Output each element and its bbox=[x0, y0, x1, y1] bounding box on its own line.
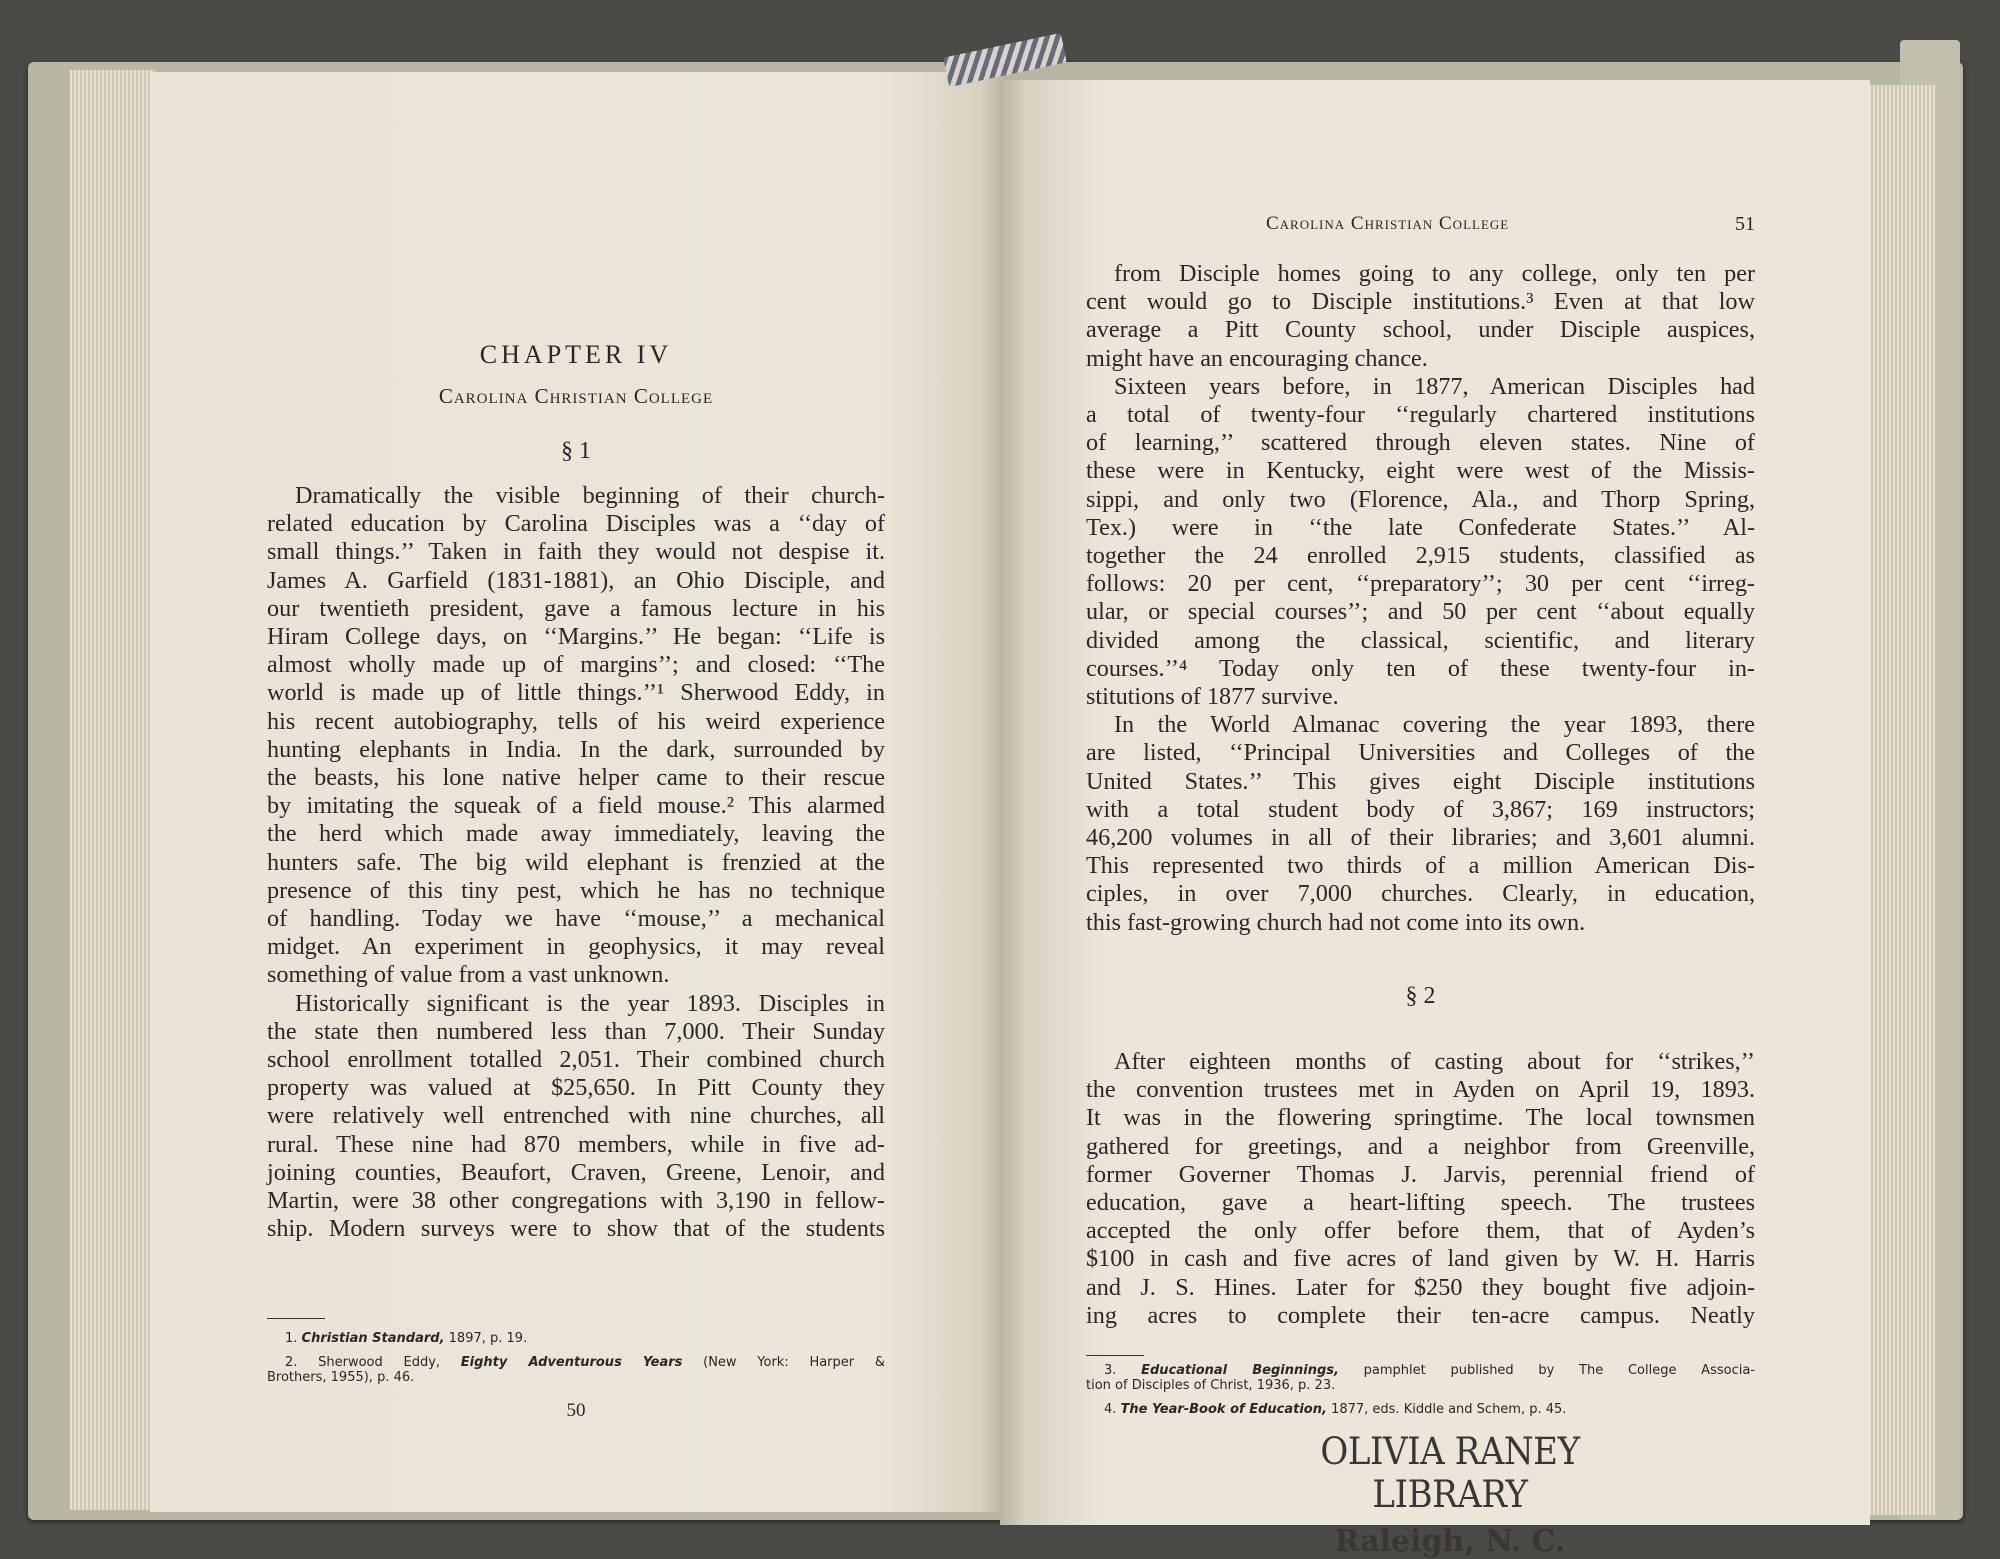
library-stamp-name: OLIVIA RANEY LIBRARY bbox=[1320, 1430, 1580, 1516]
text-line: from Disciple homes going to any college, only ten per bbox=[1114, 260, 1755, 287]
text-line: these were in Kentucky, eight were west of the Missis- bbox=[1086, 457, 1755, 485]
text-line: the beasts, his lone native helper came to their rescue bbox=[267, 764, 885, 792]
text-line: Sixteen years before, in 1877, American Disciples had bbox=[1114, 372, 1755, 400]
footnote-text: Brothers, 1955), p. 46. bbox=[267, 1370, 415, 1385]
text-line: Dramatically the visible beginning of their church- bbox=[295, 482, 885, 509]
text-line: cent would go to Disciple institutions.³ Even at that low bbox=[1086, 288, 1755, 316]
text-line: average a Pitt County school, under Disciple auspices, bbox=[1086, 316, 1755, 344]
text-line: the state then numbered less than 7,000. Their Sunday bbox=[267, 1017, 885, 1045]
footnote-text: 1897, p. 19. bbox=[448, 1331, 528, 1346]
footnote-title: The Year-Book of Education, bbox=[1120, 1402, 1327, 1417]
right-body-text-2 bbox=[1086, 1048, 1755, 1330]
text-line: This represented two thirds of a million American Dis- bbox=[1086, 852, 1755, 880]
footnote-title: Educational Beginnings, bbox=[1141, 1363, 1339, 1378]
left-body-text bbox=[267, 482, 885, 1243]
text-line: his recent autobiography, tells of his weird experience bbox=[267, 707, 885, 735]
text-line: of handling. Today we have ‘‘mouse,’’ a mechanical bbox=[267, 905, 885, 933]
text-line: might have an encouraging chance. bbox=[1086, 344, 1428, 372]
footnote-title: Christian Standard, bbox=[301, 1331, 445, 1346]
text-line: a total of twenty-four ‘‘regularly chartered institutions bbox=[1086, 401, 1755, 429]
paragraph bbox=[1086, 711, 1755, 937]
footnote-number: 3. bbox=[1104, 1363, 1117, 1378]
text-line: by imitating the squeak of a field mouse.² This alarmed bbox=[267, 792, 885, 820]
section-mark-1: § 1 bbox=[561, 438, 591, 464]
footnote-text: (New York: Harper & bbox=[703, 1355, 885, 1370]
text-line: stitutions of 1877 survive. bbox=[1086, 683, 1339, 711]
text-line: education, gave a heart-lifting speech. The trustees bbox=[1086, 1189, 1755, 1217]
text-line: Hiram College days, on ‘‘Margins.’’ He began: ‘‘Life is bbox=[267, 623, 885, 651]
text-line: something of value from a vast unknown. bbox=[267, 961, 670, 989]
right-page bbox=[1000, 80, 1870, 1525]
text-line: and J. S. Hines. Later for $250 they bought five adjoin- bbox=[1086, 1273, 1755, 1301]
paragraph bbox=[1086, 373, 1755, 711]
text-line: follows: 20 per cent, ‘‘preparatory’’; 30 per cent ‘‘irreg- bbox=[1086, 570, 1755, 598]
footnote-number: 4. bbox=[1104, 1402, 1117, 1417]
text-line: together the 24 enrolled 2,915 students, classified as bbox=[1086, 542, 1755, 570]
text-line: sippi, and only two (Florence, Ala., and Thorp Spring, bbox=[1086, 485, 1755, 513]
running-head bbox=[1086, 213, 1755, 243]
text-line: small things.’’ Taken in faith they would not despise it. bbox=[267, 538, 885, 566]
footnote-2 bbox=[267, 1355, 885, 1385]
left-page bbox=[150, 72, 1005, 1512]
chapter-heading: CHAPTER IV bbox=[479, 340, 673, 369]
text-line: our twentieth president, gave a famous lecture in his bbox=[267, 594, 885, 622]
footnote-author: Sherwood Eddy, bbox=[318, 1355, 441, 1370]
text-line: courses.’’⁴ Today only ten of these twenty-four in- bbox=[1086, 654, 1755, 682]
text-line: school enrollment totalled 2,051. Their combined church bbox=[267, 1046, 885, 1074]
footnote-text: tion of Disciples of Christ, 1936, p. 23. bbox=[1086, 1378, 1336, 1393]
text-line: midget. An experiment in geophysics, it may reveal bbox=[267, 933, 885, 961]
left-page-edges bbox=[70, 70, 155, 1510]
text-line: In the World Almanac covering the year 1893, there bbox=[1114, 711, 1755, 739]
text-line: joining counties, Beaufort, Craven, Greene, Lenoir, and bbox=[267, 1158, 885, 1186]
text-line: Tex.) were in ‘‘the late Confederate States.’’ Al- bbox=[1086, 513, 1755, 541]
text-line: with a total student body of 3,867; 169 instructors; bbox=[1086, 795, 1755, 823]
text-line: related education by Carolina Disciples was a ‘‘day of bbox=[267, 510, 885, 538]
text-line: were relatively well entrenched with nine churches, all bbox=[267, 1102, 885, 1130]
text-line: hunters safe. The big wild elephant is frenzied at the bbox=[267, 848, 885, 876]
text-line: property was valued at $25,650. In Pitt County they bbox=[267, 1074, 885, 1102]
text-line: Martin, were 38 other congregations with 3,190 in fellow- bbox=[267, 1187, 885, 1215]
section-mark-2: § 2 bbox=[1405, 983, 1436, 1009]
text-line: It was in the flowering springtime. The local townsmen bbox=[1086, 1104, 1755, 1132]
footnote-text: pamphlet published by The College Associa- bbox=[1363, 1363, 1755, 1378]
right-body-text bbox=[1086, 260, 1755, 937]
text-line: After eighteen months of casting about for ‘‘strikes,’’ bbox=[1114, 1048, 1755, 1075]
footnote-number: 2. bbox=[285, 1355, 298, 1370]
footnote-4 bbox=[1104, 1402, 1755, 1417]
text-line: divided among the classical, scientific, and literary bbox=[1086, 626, 1755, 654]
text-line: ular, or special courses’’; and 50 per cent ‘‘about equally bbox=[1086, 598, 1755, 626]
text-line: ciples, in over 7,000 churches. Clearly, in education, bbox=[1086, 880, 1755, 908]
text-line: world is made up of little things.’’¹ Sherwood Eddy, in bbox=[267, 679, 885, 707]
footnote-1 bbox=[285, 1331, 885, 1346]
chapter-title: Carolina Christian College bbox=[438, 384, 714, 408]
text-line: 46,200 volumes in all of their libraries; and 3,601 alumni. bbox=[1086, 824, 1755, 852]
text-line: James A. Garfield (1831-1881), an Ohio Disciple, and bbox=[267, 566, 885, 594]
library-stamp bbox=[1220, 1430, 1680, 1559]
text-line: rural. These nine had 870 members, while in five ad- bbox=[267, 1130, 885, 1158]
paragraph bbox=[267, 482, 885, 990]
footnote-3 bbox=[1086, 1363, 1755, 1393]
text-line: hunting elephants in India. In the dark, surrounded by bbox=[267, 735, 885, 763]
text-line: are listed, ‘‘Principal Universities and Colleges of the bbox=[1086, 739, 1755, 767]
page-number-right: 51 bbox=[1735, 213, 1755, 235]
footnote-number: 1. bbox=[285, 1331, 298, 1346]
text-line: ing acres to complete their ten-acre campus. Neatly bbox=[1086, 1301, 1755, 1329]
text-line: United States.’’ This gives eight Disciple institutions bbox=[1086, 767, 1755, 795]
paragraph bbox=[1086, 260, 1755, 373]
text-line: the convention trustees met in Ayden on April 19, 1893. bbox=[1086, 1076, 1755, 1104]
text-line: $100 in cash and five acres of land given by W. H. Harris bbox=[1086, 1245, 1755, 1273]
page-number-left: 50 bbox=[566, 1400, 586, 1421]
paragraph bbox=[1086, 1048, 1755, 1330]
running-head-title: Carolina Christian College bbox=[1266, 213, 1510, 234]
footnote-text: 1877, eds. Kiddle and Schem, p. 45. bbox=[1331, 1402, 1567, 1417]
text-line: the herd which made away immediately, leaving the bbox=[267, 820, 885, 848]
text-line: almost wholly made up of margins’’; and closed: ‘‘The bbox=[267, 651, 885, 679]
text-line: of learning,’’ scattered through eleven states. Nine of bbox=[1086, 429, 1755, 457]
footnote-title: Eighty Adventurous Years bbox=[460, 1355, 683, 1370]
footnote-rule bbox=[267, 1318, 325, 1319]
text-line: ship. Modern surveys were to show that of the students bbox=[267, 1215, 885, 1243]
text-line: gathered for greetings, and a neighbor from Greenville, bbox=[1086, 1132, 1755, 1160]
library-stamp-city: Raleigh, N. C. bbox=[1334, 1524, 1566, 1559]
text-line: former Governer Thomas J. Jarvis, perennial friend of bbox=[1086, 1160, 1755, 1188]
text-line: this fast-growing church had not come into its own. bbox=[1086, 908, 1586, 936]
text-line: Historically significant is the year 1893. Disciples in bbox=[295, 989, 885, 1017]
text-line: presence of this tiny pest, which he has no technique bbox=[267, 876, 885, 904]
paragraph bbox=[267, 990, 885, 1244]
text-line: accepted the only offer before them, that of Ayden’s bbox=[1086, 1217, 1755, 1245]
footnote-rule bbox=[1086, 1355, 1144, 1356]
